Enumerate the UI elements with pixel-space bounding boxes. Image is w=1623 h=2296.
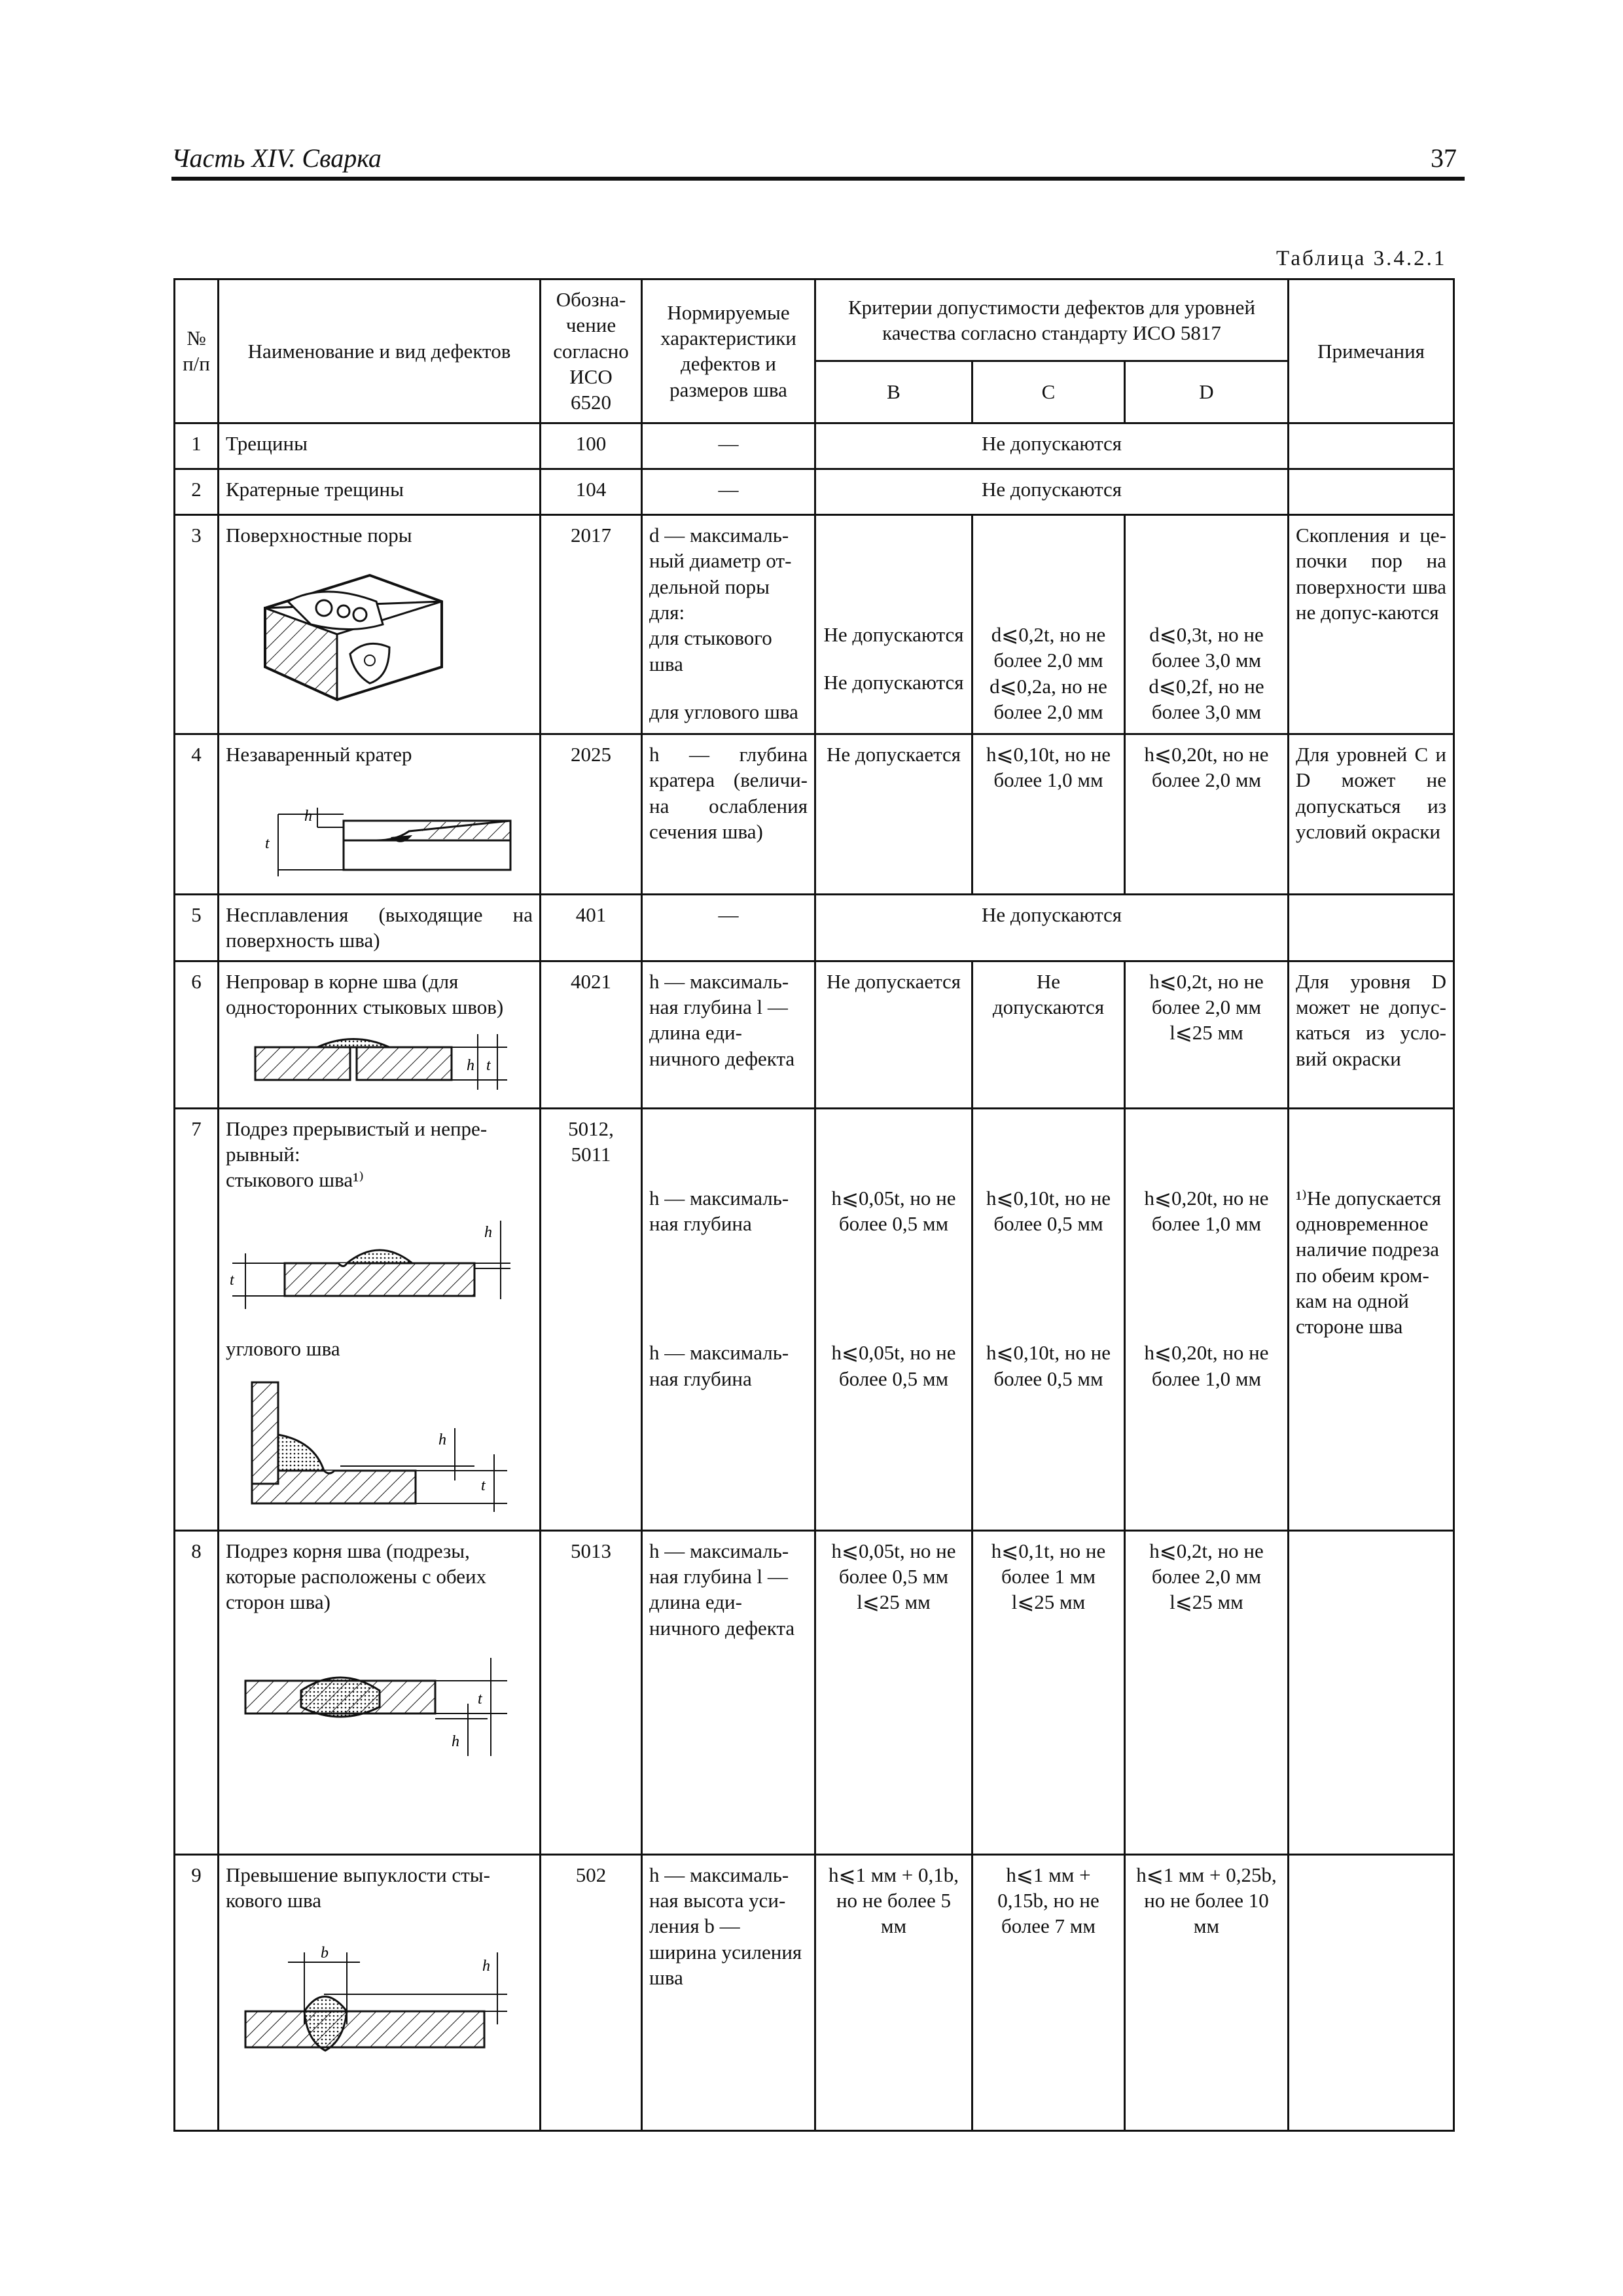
row-level-b-cell xyxy=(815,514,972,734)
row-note: ¹⁾Не допускается одновременное наличие подреза по обеим кром-кам на одной стороне шва xyxy=(1296,1186,1441,1338)
table-row xyxy=(175,1530,1454,1854)
fig-label-h: h xyxy=(452,1732,459,1750)
row-name: Подрез корня шва (подрезы, которые расположены с обеих сторон шва) xyxy=(226,1539,487,1614)
row-code: 4021 xyxy=(541,961,642,1108)
row-code: 2025 xyxy=(541,734,642,894)
table-row xyxy=(175,423,1454,469)
row-norm-cell xyxy=(642,1108,815,1530)
row-level-d-butt: h⩽0,20t, но не более 1,0 мм xyxy=(1144,1186,1269,1235)
row-num: 5 xyxy=(175,894,219,961)
row-level-d: h⩽0,20t, но не более 2,0 мм xyxy=(1125,734,1289,894)
row-norm: h — максималь-ная глубина l — длина еди-ничного дефекта xyxy=(642,1530,815,1854)
row-level-b-cell xyxy=(815,1108,972,1530)
row-code: 401 xyxy=(541,894,642,961)
fig-label-h: h xyxy=(467,1057,474,1075)
surface-pores-figure xyxy=(226,556,533,706)
th-name: Наименование и вид дефектов xyxy=(219,279,541,423)
row-level-d-cell xyxy=(1125,514,1289,734)
row-note xyxy=(1289,1854,1454,2130)
table-row xyxy=(175,514,1454,734)
row-level-d-cell xyxy=(1125,1108,1289,1530)
excess-reinforcement-figure xyxy=(226,1939,533,2064)
row-note-cell xyxy=(1289,1108,1454,1530)
row-name: Подрез прерывистый и непре-рывный: xyxy=(226,1117,488,1166)
row-level-b: Не допускается xyxy=(815,961,972,1108)
row-name-cell xyxy=(219,961,541,1108)
row-name-cell xyxy=(219,1108,541,1530)
row-norm-fillet: для углового шва xyxy=(649,700,798,723)
table-row xyxy=(175,961,1454,1108)
th-num: № п/п xyxy=(175,279,219,423)
row-level-b: h⩽0,05t, но не более 0,5 мм l⩽25 мм xyxy=(815,1530,972,1854)
row-level-b-butt: h⩽0,05t, но не более 0,5 мм xyxy=(831,1186,956,1235)
row-norm: — xyxy=(642,423,815,469)
row-level-b: Не допускается xyxy=(815,734,972,894)
row-level-c-cell xyxy=(972,1108,1125,1530)
row-note: Скопления и це-почки пор на поверхности шва не допус-каются xyxy=(1289,514,1454,734)
row-level-c: h⩽0,1t, но не более 1 мм l⩽25 мм xyxy=(972,1530,1125,1854)
row-level-c: h⩽0,10t, но не более 1,0 мм xyxy=(972,734,1125,894)
th-criteria: Критерии допустимости дефектов для уровней качества согласно стандарту ИСО 5817 xyxy=(815,279,1289,361)
butt-undercut-figure xyxy=(226,1201,533,1319)
row-name-cell xyxy=(219,1854,541,2130)
row-code: 2017 xyxy=(541,514,642,734)
row-sub-butt: стыкового шва¹⁾ xyxy=(226,1168,365,1192)
row-criteria: Не допускаются xyxy=(815,423,1289,469)
row-num: 7 xyxy=(175,1108,219,1530)
section-header: Часть XIV. Сварка xyxy=(171,143,382,173)
row-norm: — xyxy=(642,894,815,961)
fig-label-h: h xyxy=(484,1223,492,1241)
row-code: 5012, 5011 xyxy=(541,1108,642,1530)
row-note xyxy=(1289,469,1454,514)
row-num: 4 xyxy=(175,734,219,894)
header-rule xyxy=(171,177,1465,181)
th-level-d: D xyxy=(1125,361,1289,423)
fig-label-h: h xyxy=(438,1431,446,1448)
row-level-d: h⩽1 мм + 0,25b, но не более 10 мм xyxy=(1125,1854,1289,2130)
fig-label-t: t xyxy=(486,1057,491,1075)
row-level-c-butt: d⩽0,2t, но не более 2,0 мм xyxy=(991,622,1106,672)
fillet-undercut-figure xyxy=(226,1369,533,1513)
row-name: Незаваренный кратер xyxy=(226,742,412,766)
row-level-c: h⩽1 мм + 0,15b, но не более 7 мм xyxy=(972,1854,1125,2130)
row-level-b: h⩽1 мм + 0,1b, но не более 5 мм xyxy=(815,1854,972,2130)
row-code: 104 xyxy=(541,469,642,514)
row-level-d-butt: d⩽0,3t, но не более 3,0 мм xyxy=(1149,622,1264,672)
row-name: Непровар в корне шва (для односторонних стыковых швов) xyxy=(226,969,504,1018)
row-name-cell xyxy=(219,1530,541,1854)
row-level-c-cell xyxy=(972,514,1125,734)
th-norm: Нормируемые характеристики дефектов и размеров шва xyxy=(642,279,815,423)
row-num: 1 xyxy=(175,423,219,469)
table-row xyxy=(175,734,1454,894)
row-criteria: Не допускаются xyxy=(815,894,1289,961)
row-num: 6 xyxy=(175,961,219,1108)
defects-table xyxy=(173,278,1455,2132)
row-note xyxy=(1289,894,1454,961)
page-number: 37 xyxy=(1431,143,1457,173)
row-norm-butt: для стыкового шва xyxy=(649,626,772,675)
row-num: 3 xyxy=(175,514,219,734)
row-name: Превышение выпуклости сты-кового шва xyxy=(226,1863,490,1912)
fig-label-h: h xyxy=(482,1958,490,1975)
row-note xyxy=(1289,1530,1454,1854)
th-level-c: C xyxy=(972,361,1125,423)
row-num: 9 xyxy=(175,1854,219,2130)
table-row xyxy=(175,1108,1454,1530)
row-norm: h — максималь-ная высота уси-ления b — ширина усиления шва xyxy=(642,1854,815,2130)
row-code: 5013 xyxy=(541,1530,642,1854)
row-level-d: h⩽0,2t, но не более 2,0 мм l⩽25 мм xyxy=(1125,961,1289,1108)
row-code: 100 xyxy=(541,423,642,469)
table-caption: Таблица 3.4.2.1 xyxy=(1276,247,1447,270)
row-norm-butt: h — максималь-ная глубина xyxy=(649,1186,789,1235)
row-note: Для уровней C и D может не допускаться из условий окраски xyxy=(1289,734,1454,894)
row-level-c-fillet: d⩽0,2a, но не более 2,0 мм xyxy=(990,674,1107,723)
table-row xyxy=(175,469,1454,514)
fig-label-t: t xyxy=(265,835,270,853)
fig-label-t: t xyxy=(478,1690,482,1708)
row-num: 8 xyxy=(175,1530,219,1854)
row-norm-cell xyxy=(642,514,815,734)
row-level-b-butt: Не допускаются xyxy=(823,622,964,646)
root-undercut-figure xyxy=(226,1655,533,1759)
row-note: Для уровня D может не допус-каться из усло-вий окраски xyxy=(1289,961,1454,1108)
row-sub-fillet: углового шва xyxy=(226,1336,340,1360)
fig-label-b: b xyxy=(321,1945,329,1962)
row-name: Кратерные трещины xyxy=(219,469,541,514)
row-level-b-fillet: Не допускаются xyxy=(823,671,964,694)
row-level-c-butt: h⩽0,10t, но не более 0,5 мм xyxy=(986,1186,1111,1235)
row-norm: h — максималь-ная глубина l — длина еди-ничного дефекта xyxy=(642,961,815,1108)
row-level-d-fillet: h⩽0,20t, но не более 1,0 мм xyxy=(1144,1341,1269,1390)
fig-label-h: h xyxy=(304,808,312,825)
row-note xyxy=(1289,423,1454,469)
row-name-cell xyxy=(219,734,541,894)
th-level-b: B xyxy=(815,361,972,423)
th-code: Обозна-чение согласно ИСО 6520 xyxy=(541,279,642,423)
fig-label-t: t xyxy=(481,1477,486,1494)
row-level-c: Не допускаются xyxy=(972,961,1125,1108)
row-norm: d — максималь-ный диаметр от-дельной поры для: xyxy=(649,523,792,624)
incomplete-root-penetration-figure xyxy=(226,1028,533,1093)
row-level-b-fillet: h⩽0,05t, но не более 0,5 мм xyxy=(831,1341,956,1390)
unfilled-crater-figure xyxy=(226,775,533,880)
row-level-c-fillet: h⩽0,10t, но не более 0,5 мм xyxy=(986,1341,1111,1390)
row-name: Поверхностные поры xyxy=(226,523,412,547)
th-note: Примечания xyxy=(1289,279,1454,423)
table-row xyxy=(175,894,1454,961)
row-name-cell xyxy=(219,514,541,734)
row-name: Несплавления (выходящие на поверхность шва) xyxy=(219,894,541,961)
table-row xyxy=(175,1854,1454,2130)
row-name: Трещины xyxy=(219,423,541,469)
row-code: 502 xyxy=(541,1854,642,2130)
row-norm-fillet: h — максималь-ная глубина xyxy=(649,1341,789,1390)
row-criteria: Не допускаются xyxy=(815,469,1289,514)
fig-label-t: t xyxy=(230,1271,234,1289)
row-level-d-fillet: d⩽0,2f, но не более 3,0 мм xyxy=(1149,674,1264,723)
row-norm: — xyxy=(642,469,815,514)
row-num: 2 xyxy=(175,469,219,514)
row-level-d: h⩽0,2t, но не более 2,0 мм l⩽25 мм xyxy=(1125,1530,1289,1854)
row-norm: h — глубина кратера (величи-на ослабления сечения шва) xyxy=(642,734,815,894)
